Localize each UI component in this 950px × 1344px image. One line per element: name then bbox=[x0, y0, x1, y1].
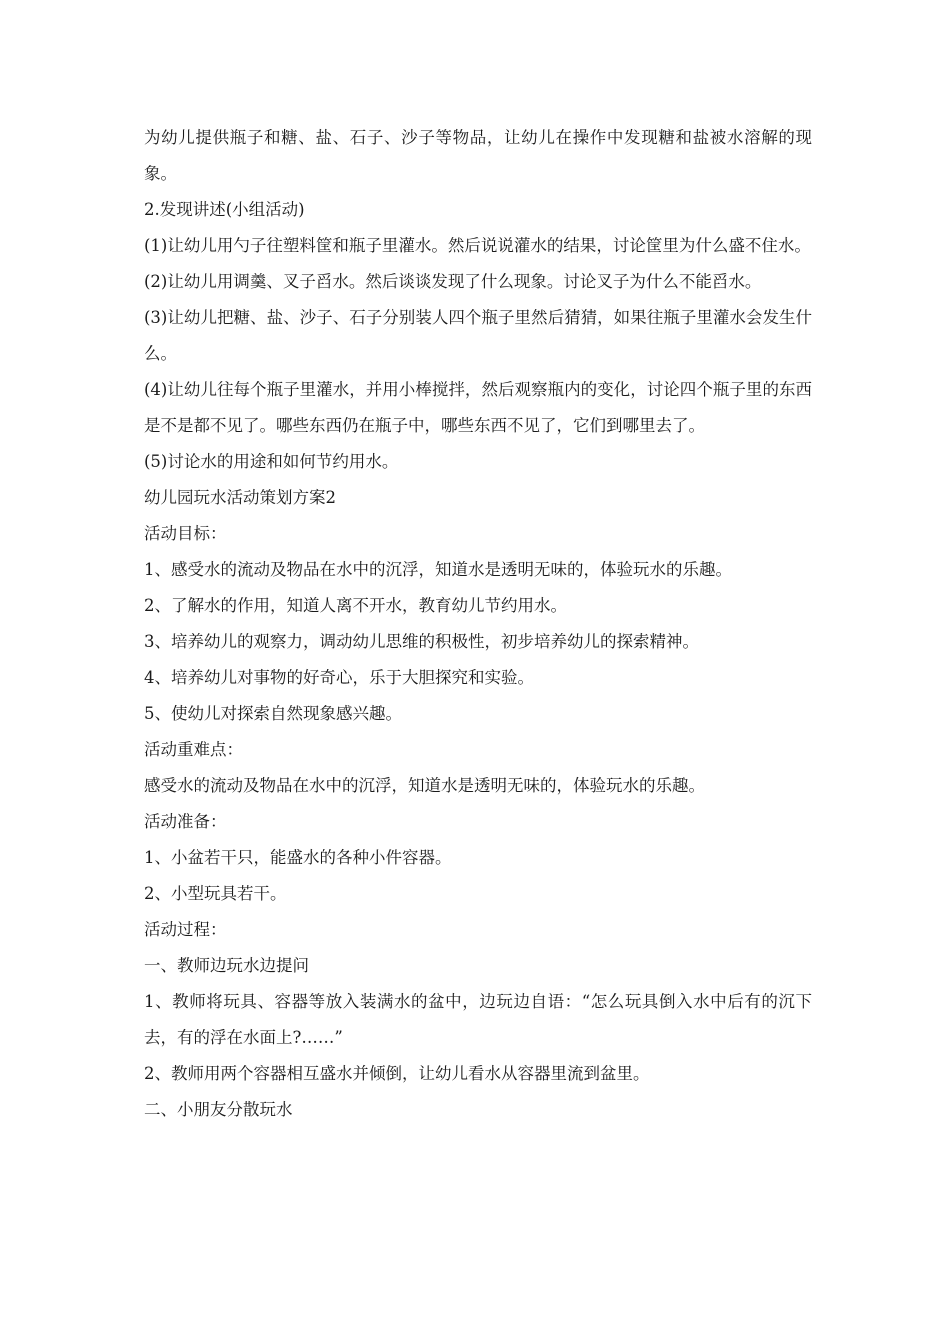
paragraph: (4)让幼儿往每个瓶子里灌水，并用小棒搅拌，然后观察瓶内的变化，讨论四个瓶子里的东西是不是都不见了。哪些东西仍在瓶子中，哪些东西不见了，它们到哪里去了。 bbox=[144, 380, 812, 435]
list-item: 4、培养幼儿对事物的好奇心，乐于大胆探究和实验。 bbox=[144, 668, 534, 687]
section-heading: 二、小朋友分散玩水 bbox=[144, 1100, 293, 1119]
list-item: 1、感受水的流动及物品在水中的沉浮，知道水是透明无味的，体验玩水的乐趣。 bbox=[144, 560, 732, 579]
paragraph: (3)让幼儿把糖、盐、沙子、石子分别装人四个瓶子里然后猜猜，如果往瓶子里灌水会发生什么。 bbox=[144, 308, 812, 363]
section-heading: 活动过程： bbox=[144, 920, 227, 939]
list-item: 2、教师用两个容器相互盛水并倾倒，让幼儿看水从容器里流到盆里。 bbox=[144, 1064, 650, 1083]
paragraph: (1)让幼儿用勺子往塑料筐和瓶子里灌水。然后说说灌水的结果，讨论筐里为什么盛不住水。 bbox=[144, 236, 811, 255]
section-heading: 活动重难点： bbox=[144, 740, 243, 759]
paragraph: (5)讨论水的用途和如何节约用水。 bbox=[144, 452, 399, 471]
document-page bbox=[144, 120, 812, 1128]
document-title: 幼儿园玩水活动策划方案2 bbox=[144, 488, 336, 507]
section-heading: 活动准备： bbox=[144, 812, 227, 831]
section-heading: 2.发现讲述(小组活动) bbox=[144, 200, 305, 219]
list-item: 1、教师将玩具、容器等放入装满水的盆中，边玩边自语：“怎么玩具倒入水中后有的沉下去，有的浮在水面上?……” bbox=[144, 992, 812, 1047]
list-item: 5、使幼儿对探索自然现象感兴趣。 bbox=[144, 704, 402, 723]
paragraph: 为幼儿提供瓶子和糖、盐、石子、沙子等物品，让幼儿在操作中发现糖和盐被水溶解的现象。 bbox=[144, 128, 812, 183]
paragraph: (2)让幼儿用调羹、叉子舀水。然后谈谈发现了什么现象。讨论叉子为什么不能舀水。 bbox=[144, 272, 762, 291]
paragraph: 感受水的流动及物品在水中的沉浮，知道水是透明无味的，体验玩水的乐趣。 bbox=[144, 776, 705, 795]
section-heading: 一、教师边玩水边提问 bbox=[144, 956, 309, 975]
list-item: 2、了解水的作用，知道人离不开水，教育幼儿节约用水。 bbox=[144, 596, 567, 615]
list-item: 2、小型玩具若干。 bbox=[144, 884, 287, 903]
section-heading: 活动目标： bbox=[144, 524, 227, 543]
list-item: 3、培养幼儿的观察力，调动幼儿思维的积极性，初步培养幼儿的探索精神。 bbox=[144, 632, 699, 651]
list-item: 1、小盆若干只，能盛水的各种小件容器。 bbox=[144, 848, 452, 867]
